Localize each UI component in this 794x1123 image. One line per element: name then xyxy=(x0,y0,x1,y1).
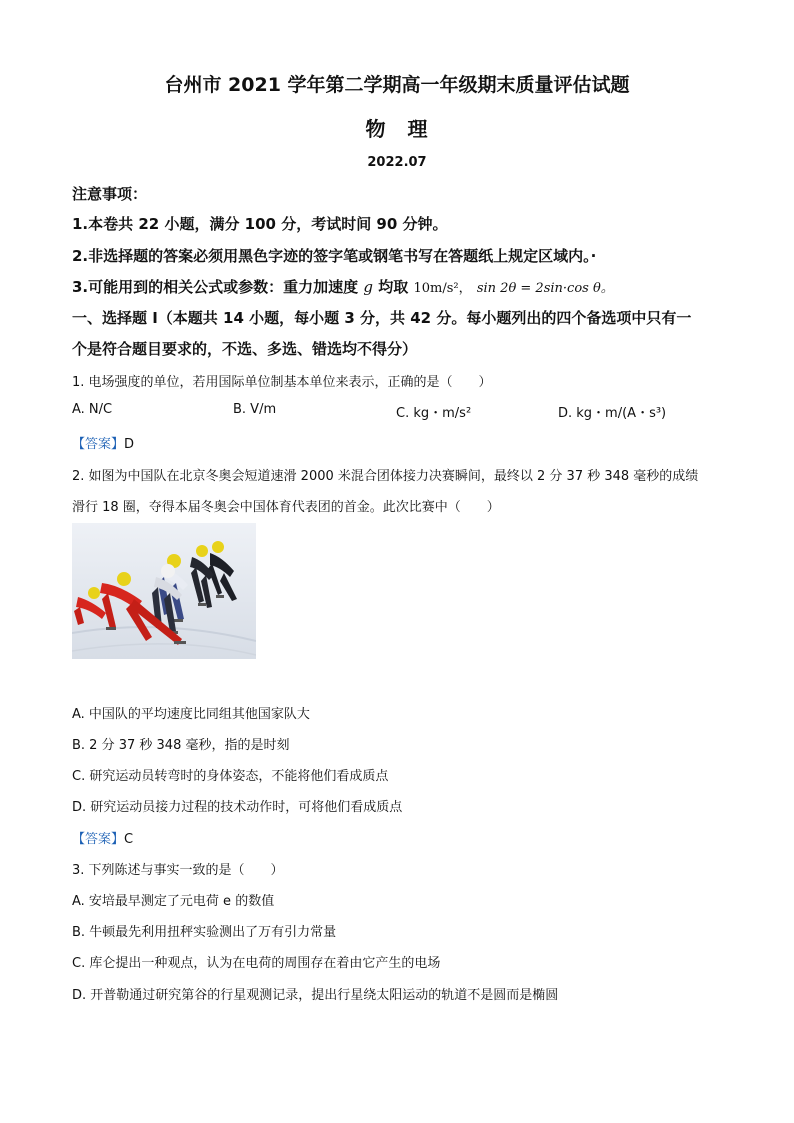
gravity-symbol: g xyxy=(363,278,373,296)
note-item-3-mid: 均取 xyxy=(378,278,409,296)
answer-tag: 【答案】 xyxy=(72,832,125,847)
subject-title: 物 理 xyxy=(365,117,429,141)
answer-value: C xyxy=(124,832,134,847)
question-3-stem: 3. 下列陈述与事实一致的是（ ） xyxy=(72,863,284,878)
question-1-answer xyxy=(72,433,134,452)
question-2-option-d: D. 研究运动员接力过程的技术动作时，可将他们看成质点 xyxy=(72,800,403,815)
question-1-option-a: A. N/C xyxy=(72,402,113,417)
question-3-option-b: B. 牛顿最先利用扭秤实验测出了万有引力常量 xyxy=(72,925,337,940)
question-2-option-b: B. 2 分 37 秒 348 毫秒，指的是时刻 xyxy=(72,738,290,753)
question-2-stem-line2: 滑行 18 圈，夺得本届冬奥会中国体育代表团的首金。此次比赛中（ ） xyxy=(72,500,500,515)
speed-skating-illustration xyxy=(72,523,256,659)
gravity-value: 10m/s²， xyxy=(413,281,472,296)
question-1-option-c: C. kg・m/s² xyxy=(396,406,472,421)
note-item-2: 2.非选择题的答案必须用黑色字迹的签字笔或钢笔书写在答题纸上规定区域内。· xyxy=(72,247,597,265)
exam-date: 2022.07 xyxy=(367,155,427,170)
question-3-option-c: C. 库仑提出一种观点，认为在电荷的周围存在着由它产生的电场 xyxy=(72,956,441,971)
section-heading-line2: 个是符合题目要求的，不选、多选、错选均不得分） xyxy=(72,340,418,358)
question-1-stem: 1. 电场强度的单位，若用国际单位制基本单位来表示，正确的是（ ） xyxy=(72,375,492,390)
question-1-option-b: B. V/m xyxy=(233,402,277,417)
question-2-answer xyxy=(72,828,133,847)
note-item-1: 1.本卷共 22 小题，满分 100 分，考试时间 90 分钟。 xyxy=(72,215,448,233)
note-item-3-text: 3.可能用到的相关公式或参数：重力加速度 xyxy=(72,278,359,296)
question-1-option-d: D. kg・m/(A・s³) xyxy=(558,406,667,421)
exam-title: 台州市 2021 学年第二学期高一年级期末质量评估试题 xyxy=(164,74,630,96)
question-2-option-a: A. 中国队的平均速度比同组其他国家队大 xyxy=(72,707,310,722)
question-3-option-d: D. 开普勒通过研究第谷的行星观测记录，提出行星绕太阳运动的轨道不是圆而是椭圆 xyxy=(72,988,559,1003)
question-2-stem-line1: 2. 如图为中国队在北京冬奥会短道速滑 2000 米混合团体接力决赛瞬间，最终以 2 分 37 秒 348 毫秒的成绩 xyxy=(72,469,699,484)
speed-skating-photo xyxy=(72,523,256,659)
section-heading-line1: 一、选择题 I（本题共 14 小题，每小题 3 分，共 42 分。每小题列出的四个备选项中只有一 xyxy=(72,309,692,327)
notes-heading: 注意事项： xyxy=(72,185,148,203)
answer-tag: 【答案】 xyxy=(72,437,125,452)
answer-value: D xyxy=(124,437,135,452)
sin-formula: sin 2θ = 2sin·cos θ。 xyxy=(476,281,614,296)
question-2-option-c: C. 研究运动员转弯时的身体姿态，不能将他们看成质点 xyxy=(72,769,389,784)
note-item-3 xyxy=(72,276,614,297)
question-3-option-a: A. 安培最早测定了元电荷 e 的数值 xyxy=(72,894,275,909)
